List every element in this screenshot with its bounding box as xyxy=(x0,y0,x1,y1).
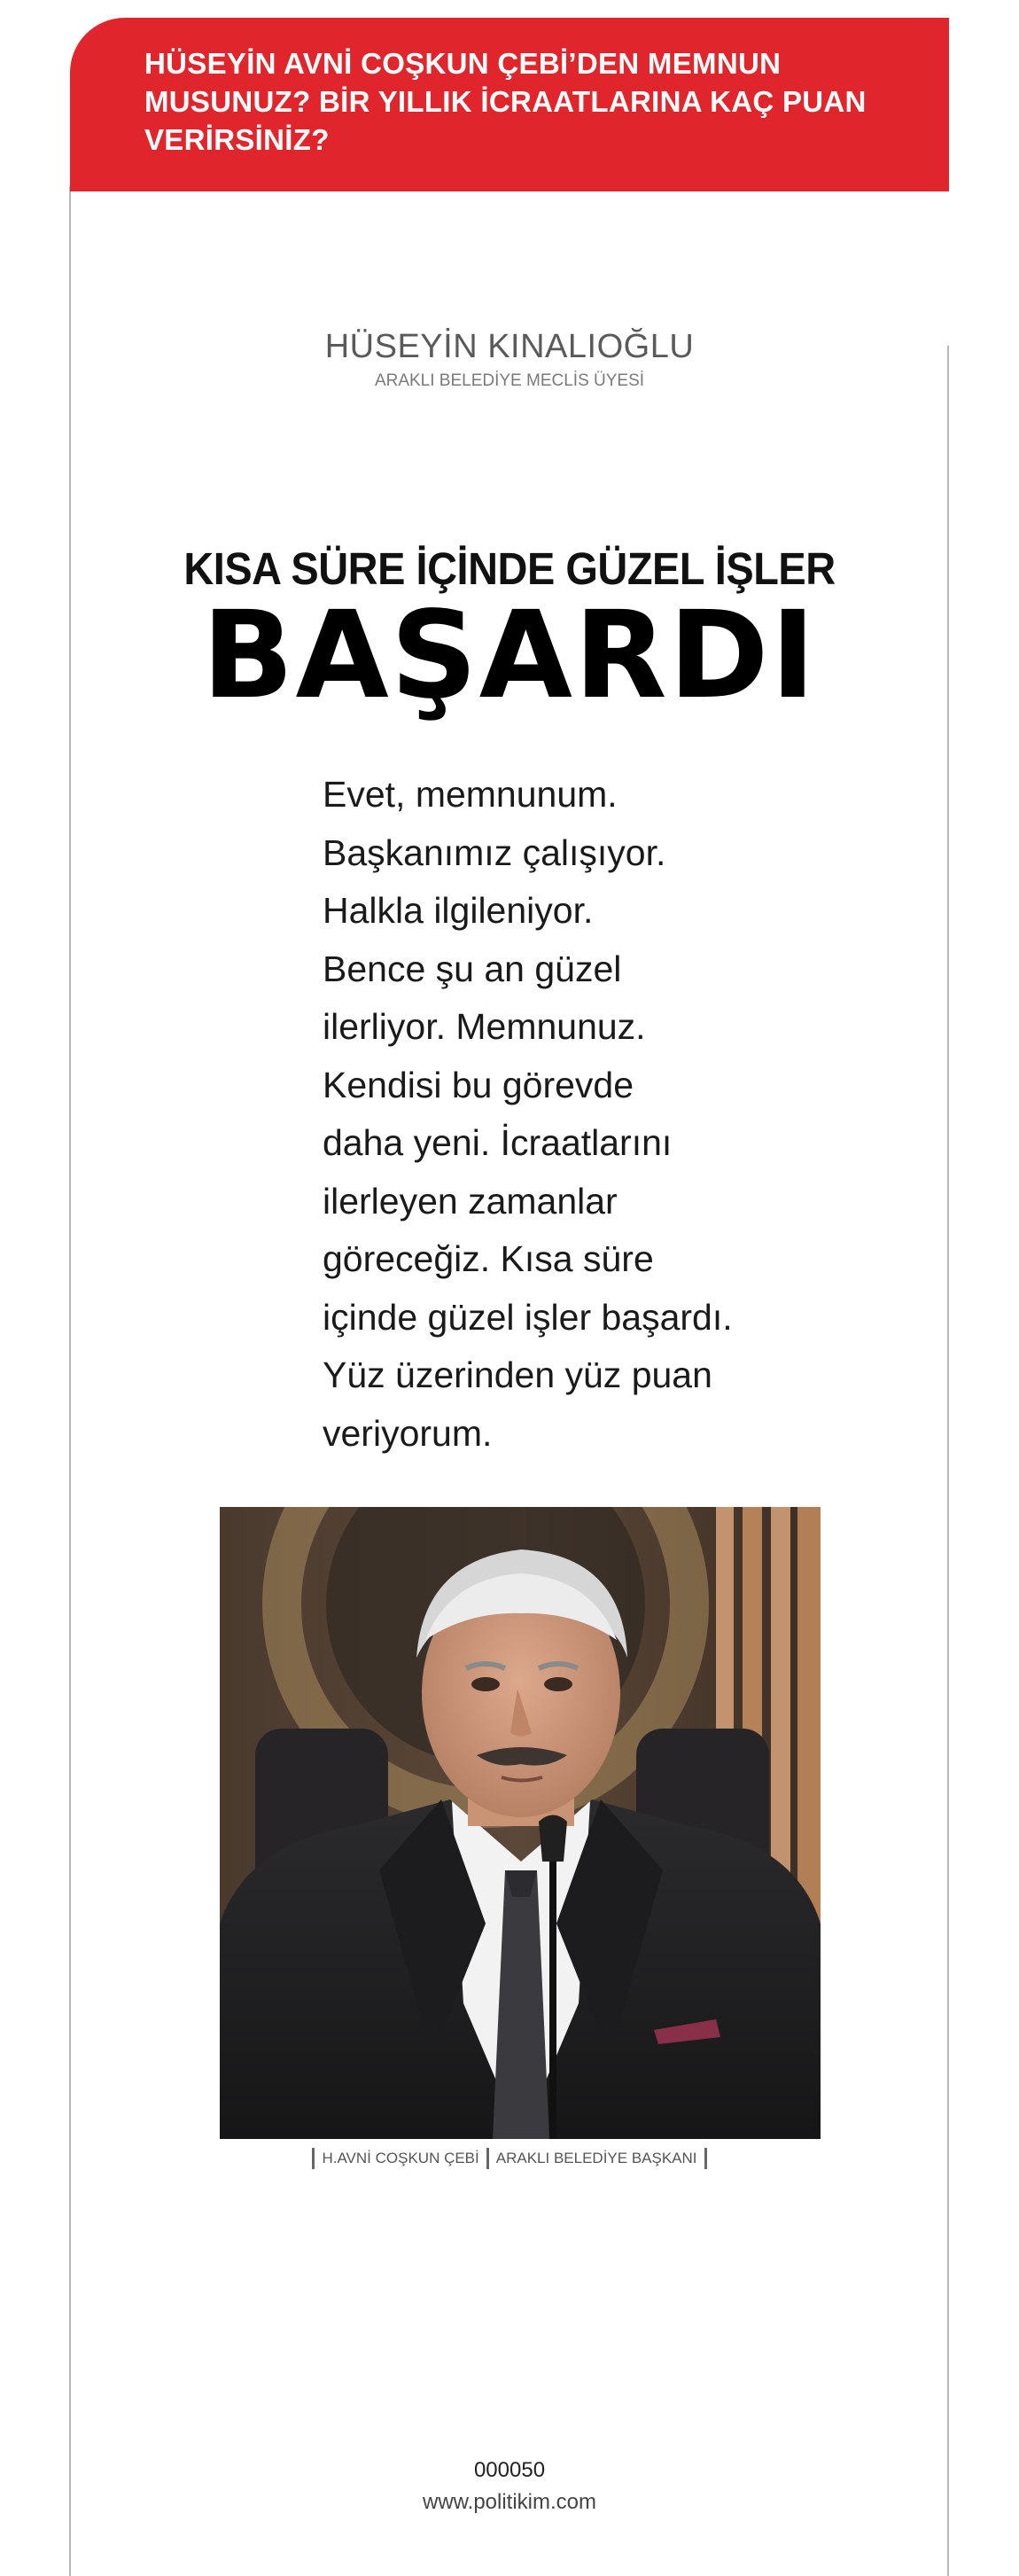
headline-title: BAŞARDI xyxy=(201,586,818,726)
caption-divider xyxy=(486,2148,489,2169)
answer-line: Başkanımız çalışıyor. xyxy=(323,831,666,873)
mayor-portrait-photo xyxy=(220,1507,821,2139)
answer-line: Yüz üzerinden yüz puan xyxy=(323,1354,712,1395)
author-name: HÜSEYİN KINALIOĞLU xyxy=(324,328,695,365)
answer-line: Bence şu an güzel xyxy=(323,948,622,989)
answer-line: içinde güzel işler başardı. xyxy=(323,1296,733,1338)
caption-name: H.AVNİ COŞKUN ÇEBİ xyxy=(322,2150,479,2166)
website-link[interactable]: www.politikim.com xyxy=(422,2490,597,2514)
answer-line: ilerleyen zamanlar xyxy=(323,1180,618,1222)
photo-caption xyxy=(70,2148,949,2169)
banner-line: HÜSEYİN AVNİ COŞKUN ÇEBİ’DEN MEMNUN xyxy=(144,47,782,80)
answer-line: Halkla ilgileniyor. xyxy=(323,890,594,931)
answer-line: göreceğiz. Kısa süre xyxy=(323,1238,654,1279)
page-number: 000050 xyxy=(473,2458,546,2482)
author-role: ARAKLI BELEDİYE MECLİS ÜYESİ xyxy=(374,371,645,390)
answer-line: Evet, memnunum. xyxy=(323,774,618,815)
banner-line: VERİRSİNİZ? xyxy=(144,123,330,156)
answer-line: ilerliyor. Memnunuz. xyxy=(323,1006,646,1047)
caption-divider xyxy=(704,2148,707,2169)
caption-divider xyxy=(312,2148,315,2169)
interview-answer xyxy=(323,766,819,1463)
question-banner xyxy=(70,18,949,191)
headline-subtitle: KISA SÜRE İÇİNDE GÜZEL İŞLER xyxy=(183,543,836,594)
banner-question xyxy=(144,44,924,159)
page-footer xyxy=(70,2458,949,2515)
author-block xyxy=(70,328,949,391)
answer-line: daha yeni. İcraatlarını xyxy=(323,1122,673,1163)
answer-line: Kendisi bu görevde xyxy=(323,1064,634,1105)
left-border-rule xyxy=(69,186,71,2576)
banner-line: MUSUNUZ? BİR YILLIK İCRAATLARINA KAÇ PUAN xyxy=(144,85,867,118)
answer-line: veriyorum. xyxy=(323,1412,493,1454)
caption-title: ARAKLI BELEDİYE BAŞKANI xyxy=(495,2150,697,2166)
